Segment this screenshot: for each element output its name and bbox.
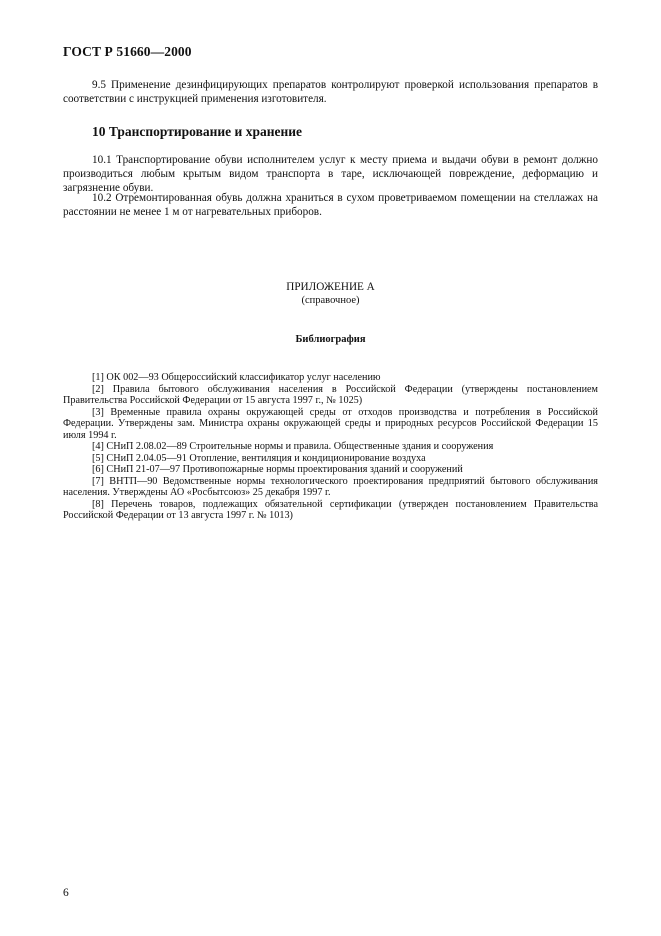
bibliography-title: Библиография	[295, 334, 366, 345]
document-code-header: ГОСТ Р 51660—2000	[63, 44, 192, 59]
bibliography-item: [8] Перечень товаров, подлежащих обязательной сертификации (утвержден постановлением Правительства Российской Федерации от 13 августа 1997 г. № 1013)	[63, 498, 598, 521]
paragraph-9-5: 9.5 Применение дезинфицирующих препаратов контролируют проверкой использования препаратов в соответствии с инструкцией применения изготовителя.	[63, 79, 598, 106]
appendix-subtitle: (справочное)	[301, 295, 360, 306]
bibliography-item: [5] СНиП 2.04.05—91 Отопление, вентиляция и кондиционирование воздуха	[92, 452, 426, 464]
paragraph-10-1: 10.1 Транспортирование обуви исполнителем услуг к месту приема и выдачи обуви в ремонт должно производиться любым крытым видом транспорта в таре, исключающей повреждение, деформацию и загрязнение обуви.	[63, 154, 598, 195]
bibliography-item: [1] ОК 002—93 Общероссийский классификатор услуг населению	[92, 372, 381, 383]
bibliography-item: [4] СНиП 2.08.02—89 Строительные нормы и правила. Общественные здания и сооружения	[92, 441, 494, 452]
page-number: 6	[63, 887, 69, 899]
bibliography-item: [2] Правила бытового обслуживания населения в Российской Федерации (утверждены постановлением Правительства Российской Федерации от 15 августа 1997 г., № 1025)	[63, 383, 598, 406]
bibliography-item: [3] Временные правила охраны окружающей среды от отходов производства и потребления в Российской Федерации. Утверждены зам. Министра охраны окружающей среды и природных ресурсов Российской Федерации 15 июля 1994 г.	[63, 406, 598, 441]
bibliography-list	[63, 372, 598, 522]
paragraph-10-2: 10.2 Отремонтированная обувь должна храниться в сухом проветриваемом помещении на стеллажах на расстоянии не менее 1 м от нагревательных приборов.	[63, 192, 598, 219]
bibliography-item: [7] ВНТП—90 Ведомственные нормы технологического проектирования предприятий бытового обслуживания населения. Утверждены АО «Росбытсоюз» 25 декабря 1997 г.	[63, 475, 598, 498]
appendix-title: ПРИЛОЖЕНИЕ А	[286, 281, 375, 293]
section-10-title: 10 Транспортирование и хранение	[92, 124, 303, 139]
bibliography-item: [6] СНиП 21-07—97 Противопожарные нормы проектирования зданий и сооружений	[92, 464, 463, 475]
